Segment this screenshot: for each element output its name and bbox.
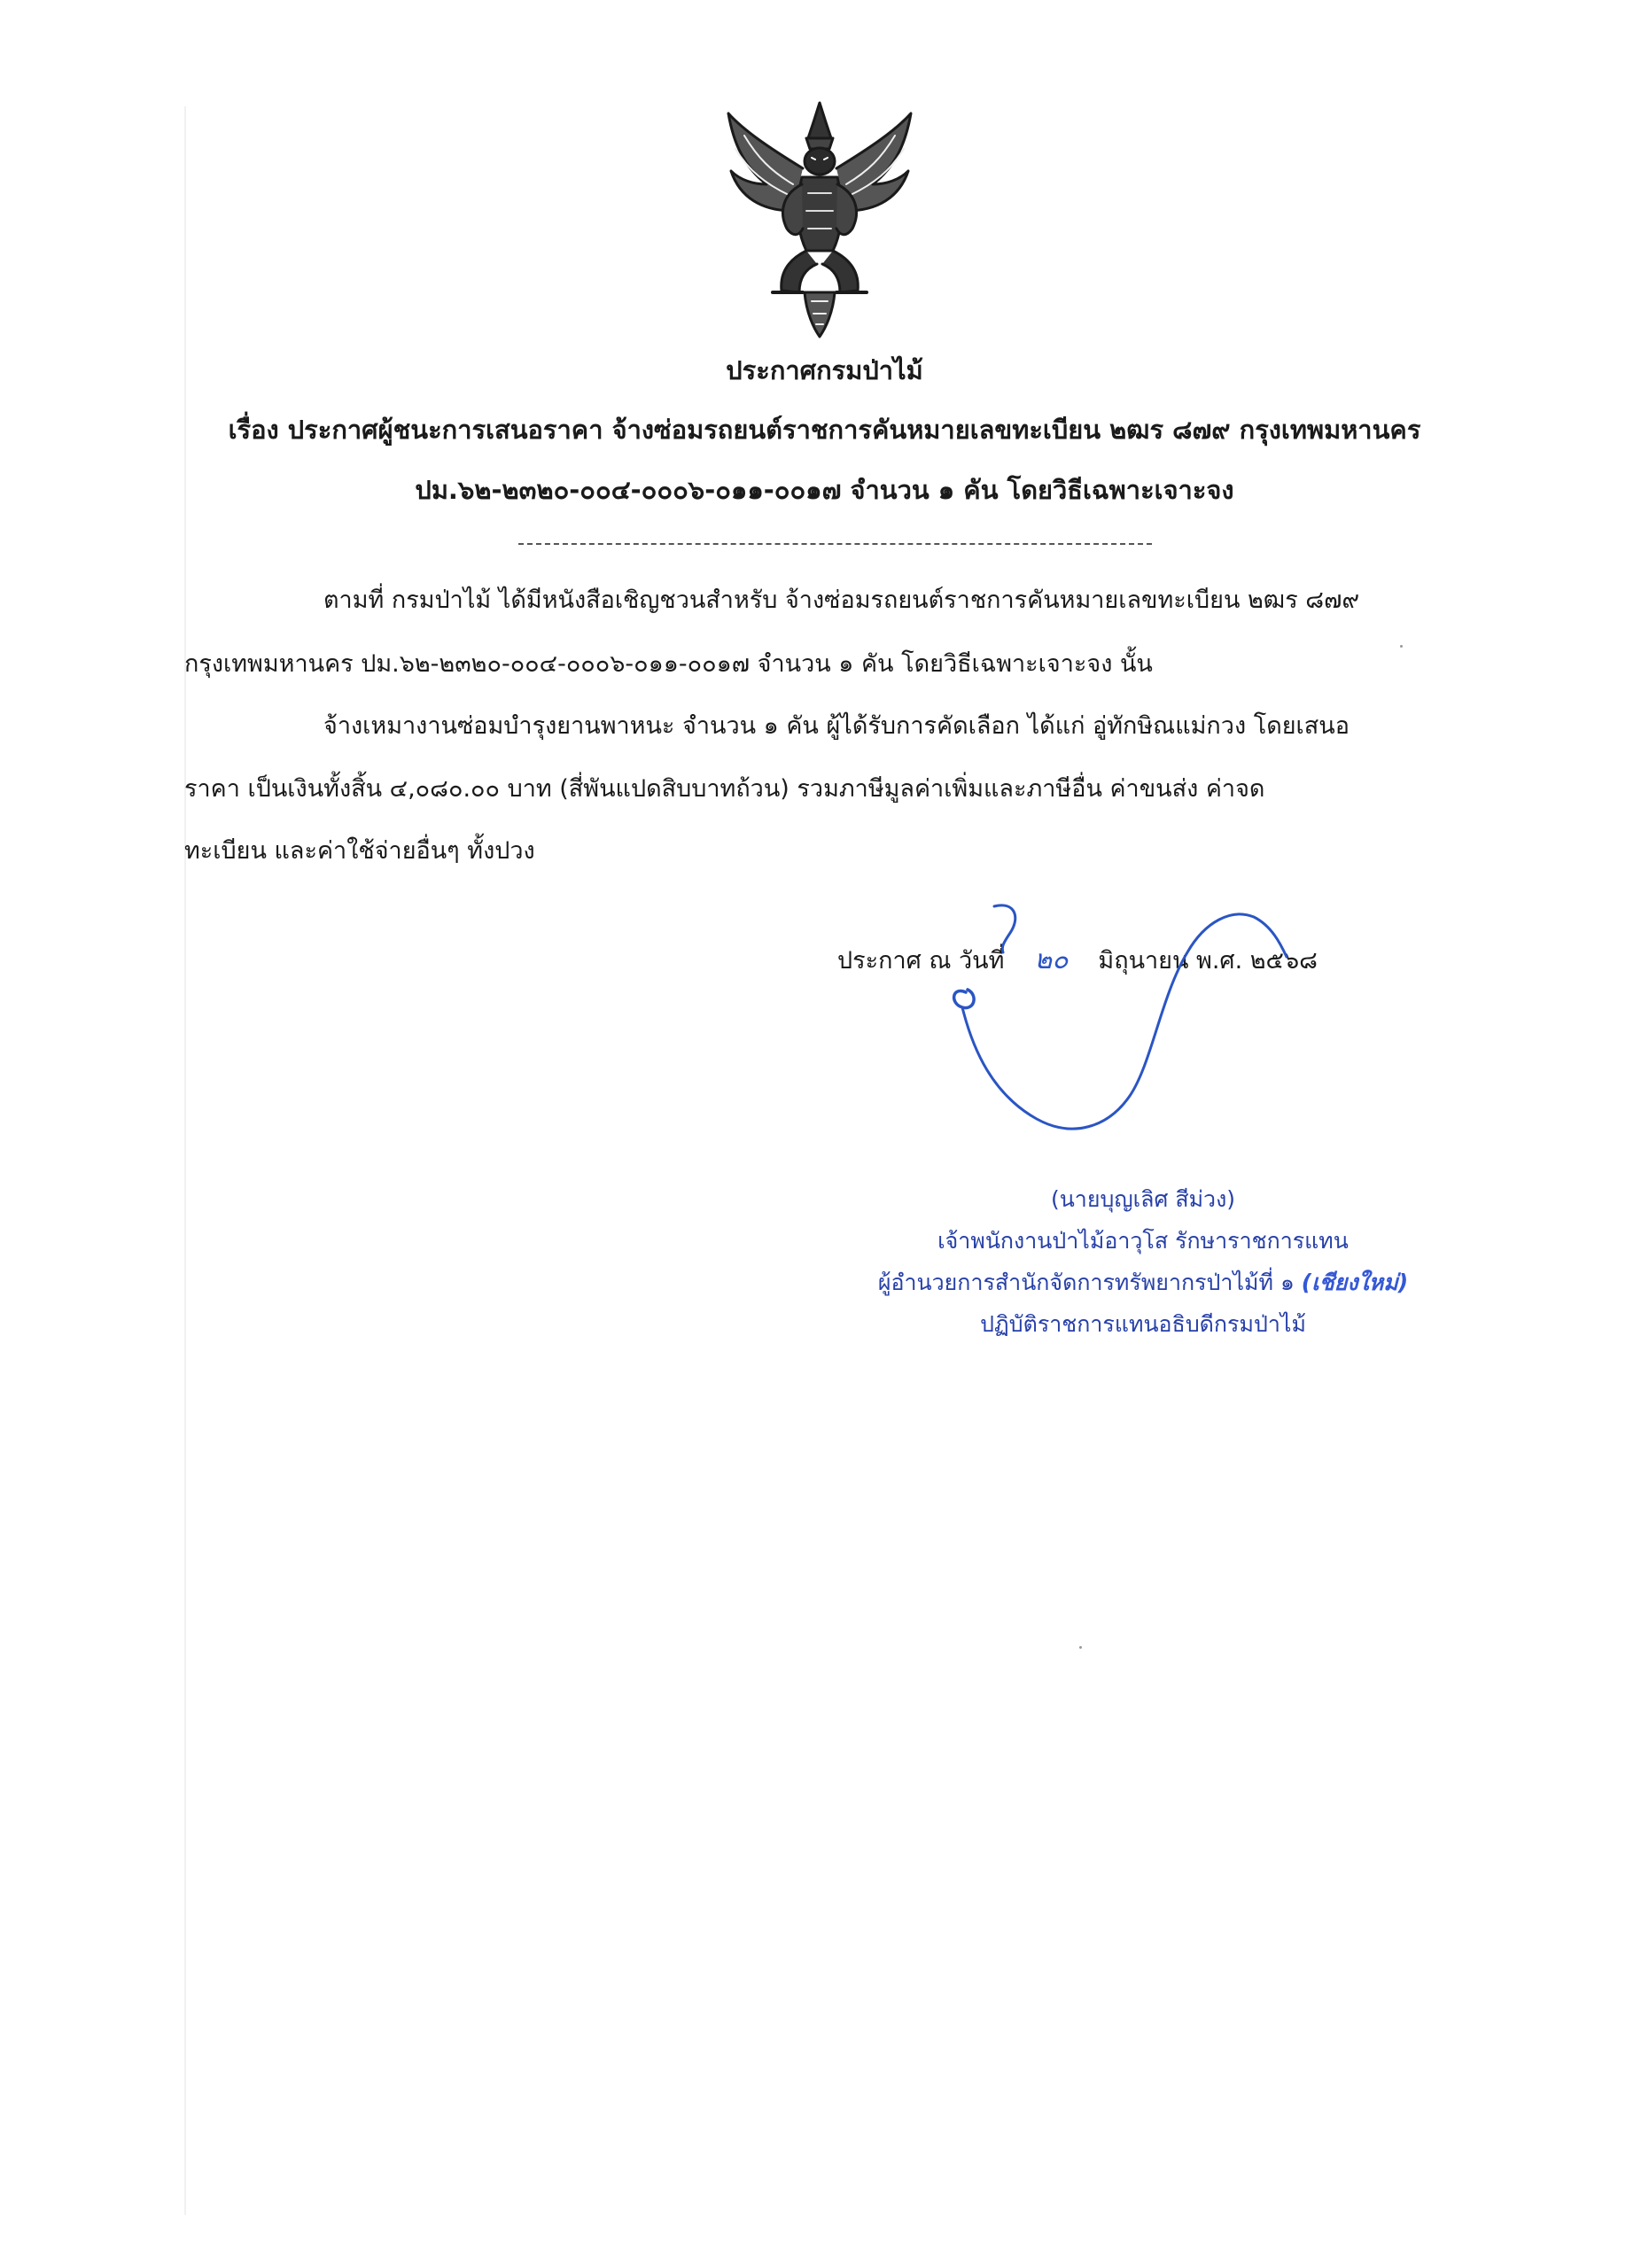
header-divider — [518, 543, 1152, 545]
paragraph-1-line-2: กรุงเทพมหานคร ปม.๖๒-๒๓๒๐-๐๐๔-๐๐๐๖-๐๑๑-๐๐๑๗ จำนวน ๑ คัน โดยวิธีเฉพาะเจาะจง นั้น — [184, 650, 1153, 678]
signatory-position-2-text: ผู้อำนวยการสำนักจัดการทรัพยากรป่าไม้ที่ ๑ — [877, 1270, 1295, 1295]
handwritten-day: ๒๐ — [1034, 944, 1069, 975]
announcement-subject-line-2: ปม.๖๒-๒๓๒๐-๐๐๔-๐๐๐๖-๐๑๑-๐๐๑๗ จำนวน ๑ คัน โดยวิธีเฉพาะเจาะจง — [415, 475, 1234, 505]
signatory-position-2 — [780, 1262, 1506, 1303]
paragraph-1-line-1: ตามที่ กรมป่าไม้ ได้มีหนังสือเชิญชวนสำหรับ จ้างซ่อมรถยนต์ราชการคันหมายเลขทะเบียน ๒ฒร ๘๗๙ — [323, 586, 1360, 614]
announcement-title: ประกาศกรมป่าไม้ — [726, 355, 923, 385]
signatory-position-3: ปฏิบัติราชการแทนอธิบดีกรมป่าไม้ — [980, 1311, 1306, 1337]
date-prefix: ประกาศ ณ วันที่ — [837, 947, 1005, 975]
signatory-name: (นายบุญเลิศ สีม่วง) — [1050, 1186, 1236, 1212]
signatory-block — [780, 1178, 1506, 1345]
paragraph-2-line-2: ราคา เป็นเงินทั้งสิ้น ๔,๐๘๐.๐๐ บาท (สี่พันแปดสิบบาทถ้วน) รวมภาษีมูลค่าเพิ่มและภาษีอื่น ค่าขนส่ง ค่าจด — [184, 775, 1265, 803]
garuda-emblem-icon — [718, 96, 922, 344]
scan-speck — [1400, 645, 1403, 648]
paragraph-2-line-3: ทะเบียน และค่าใช้จ่ายอื่นๆ ทั้งปวง — [184, 837, 535, 865]
signatory-position-2-handwritten: (เชียงใหม่) — [1301, 1270, 1409, 1295]
signature-mark — [939, 890, 1311, 1183]
scan-speck — [1079, 1646, 1082, 1649]
signatory-position-1: เจ้าพนักงานป่าไม้อาวุโส รักษาราชการแทน — [937, 1228, 1349, 1254]
date-month-year: มิถุนายน พ.ศ. ๒๕๖๘ — [1098, 947, 1318, 975]
paragraph-2-line-1: จ้างเหมางานซ่อมบำรุงยานพาหนะ จำนวน ๑ คัน ผู้ได้รับการคัดเลือก ได้แก่ อู่ทักษิณแม่กวง โดยเสนอ — [323, 712, 1350, 740]
announcement-subject-line-1: เรื่อง ประกาศผู้ชนะการเสนอราคา จ้างซ่อมรถยนต์ราชการคันหมายเลขทะเบียน ๒ฒร ๘๗๙ กรุงเทพมหานคร — [228, 415, 1421, 445]
